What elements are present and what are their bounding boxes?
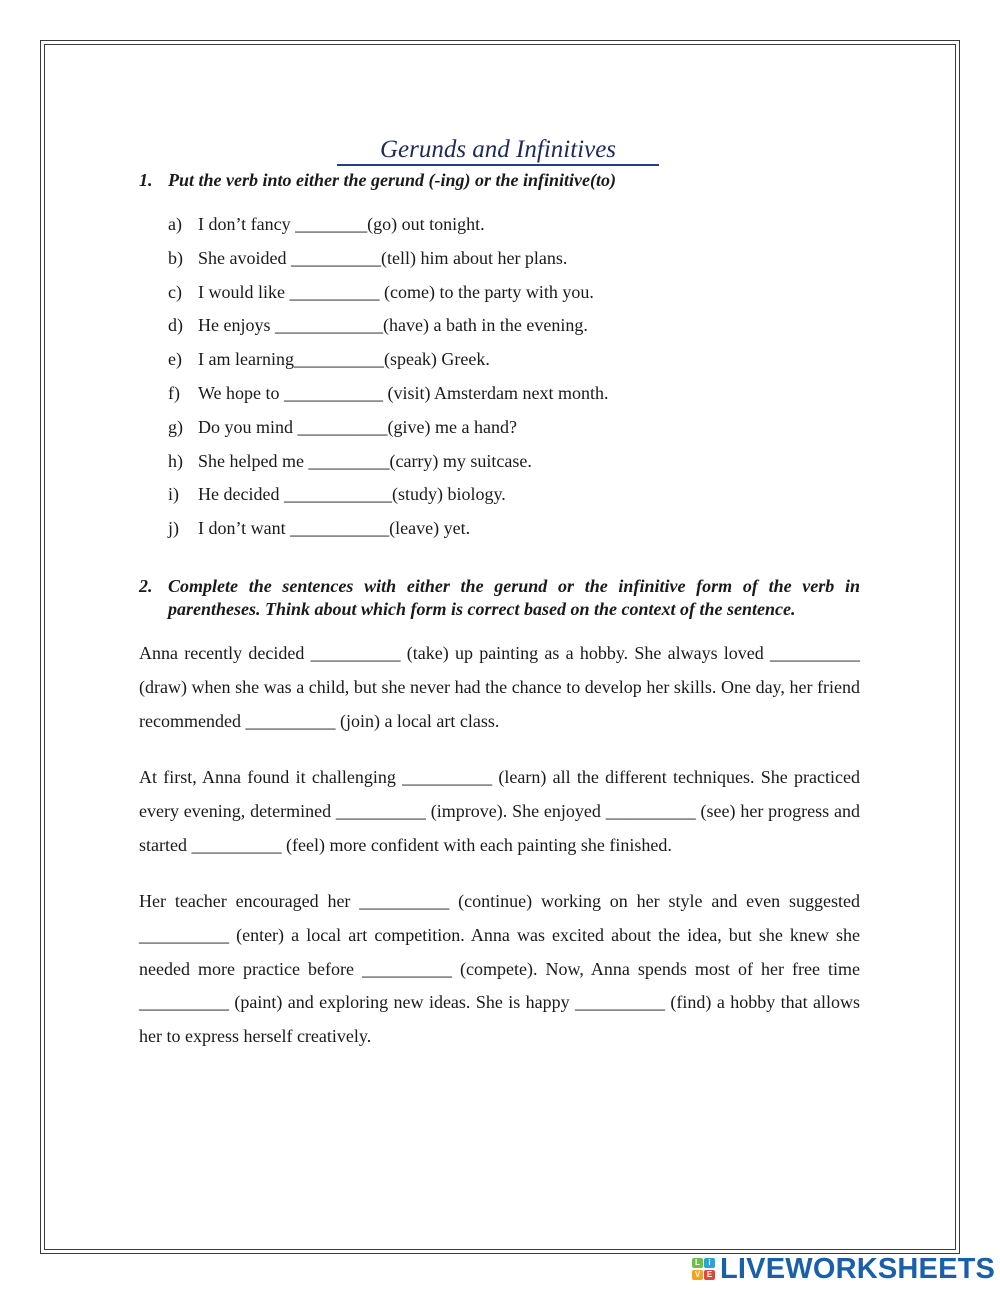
item-text: He enjoys ____________(have) a bath in the evening. (198, 315, 588, 336)
list-item (168, 348, 609, 382)
story-paragraph-1: Anna recently decided __________ (take) up painting as a hobby. She always loved __________ (draw) when she was a child, but she never had the chance to develop her skills. One day, her friend recommended __________ (join) a local art class. (139, 643, 860, 731)
list-item (168, 450, 609, 484)
item-letter: g) (168, 416, 183, 437)
list-item (168, 281, 609, 315)
item-letter: b) (168, 247, 183, 268)
exercise-1-number: 1. (139, 170, 153, 190)
item-letter: a) (168, 214, 182, 234)
liveworksheets-wordmark: LIVEWORKSHEETS (720, 1252, 996, 1285)
item-text: I would like __________ (come) to the party with you. (198, 281, 594, 302)
item-letter: i) (168, 484, 179, 505)
item-text: He decided ____________(study) biology. (198, 484, 506, 505)
item-text: She helped me _________(carry) my suitcase. (198, 450, 532, 471)
logo-letter-l: L (692, 1258, 703, 1268)
list-item (168, 314, 609, 348)
exercise-2-instruction-text: Complete the sentences with either the gerund or the infinitive form of the verb in parentheses. Think about which form is correct based on the context of the sentence. (168, 576, 860, 619)
exercise-1-instruction (139, 170, 616, 191)
item-text: Do you mind __________(give) me a hand? (198, 416, 517, 437)
list-item (168, 213, 609, 247)
item-letter: j) (168, 518, 179, 539)
exercise-1-instruction-text: Put the verb into either the gerund (-ing) or the infinitive(to) (168, 170, 617, 190)
item-letter: d) (168, 315, 183, 336)
exercise-2-instruction (139, 575, 860, 620)
exercise-1-list (168, 213, 609, 551)
item-text: I am learning__________(speak) Greek. (198, 349, 490, 370)
story-paragraph-2: At first, Anna found it challenging __________ (learn) all the different techniques. She practiced every evening, determined __________ (improve). She enjoyed __________ (see) her progress and started __________ (feel) more confident with each painting she finished. (139, 767, 860, 855)
logo-letter-i: i (704, 1258, 715, 1268)
logo-letter-e: E (704, 1270, 715, 1280)
item-text: I don’t fancy ________(go) out tonight. (198, 214, 485, 234)
list-item (168, 382, 609, 416)
worksheet-title: Gerunds and Infinitives (337, 137, 659, 166)
item-text: She avoided __________(tell) him about her plans. (198, 247, 568, 268)
list-item (168, 517, 609, 551)
logo-letter-v: V (692, 1270, 703, 1280)
exercise-2-number: 2. (139, 576, 153, 596)
liveworksheets-logo[interactable] (690, 1254, 995, 1284)
item-text: I don’t want ___________(leave) yet. (198, 518, 471, 539)
item-letter: e) (168, 349, 182, 370)
item-letter: h) (168, 450, 183, 471)
item-letter: f) (168, 382, 180, 403)
item-letter: c) (168, 281, 182, 302)
story-paragraph-3: Her teacher encouraged her __________ (continue) working on her style and even suggested __________ (enter) a local art competition. Anna was excited about the idea, but she knew she needed more practice before __________ (compete). Now, Anna spends most of her free time __________ (paint) and exploring new ideas. She is happy __________ (find) a hobby that allows her to express herself creatively. (139, 891, 860, 1047)
liveworksheets-logo-icon (690, 1256, 718, 1282)
list-item (168, 483, 609, 517)
item-text: We hope to ___________ (visit) Amsterdam next month. (198, 382, 609, 403)
list-item (168, 247, 609, 281)
list-item (168, 416, 609, 450)
